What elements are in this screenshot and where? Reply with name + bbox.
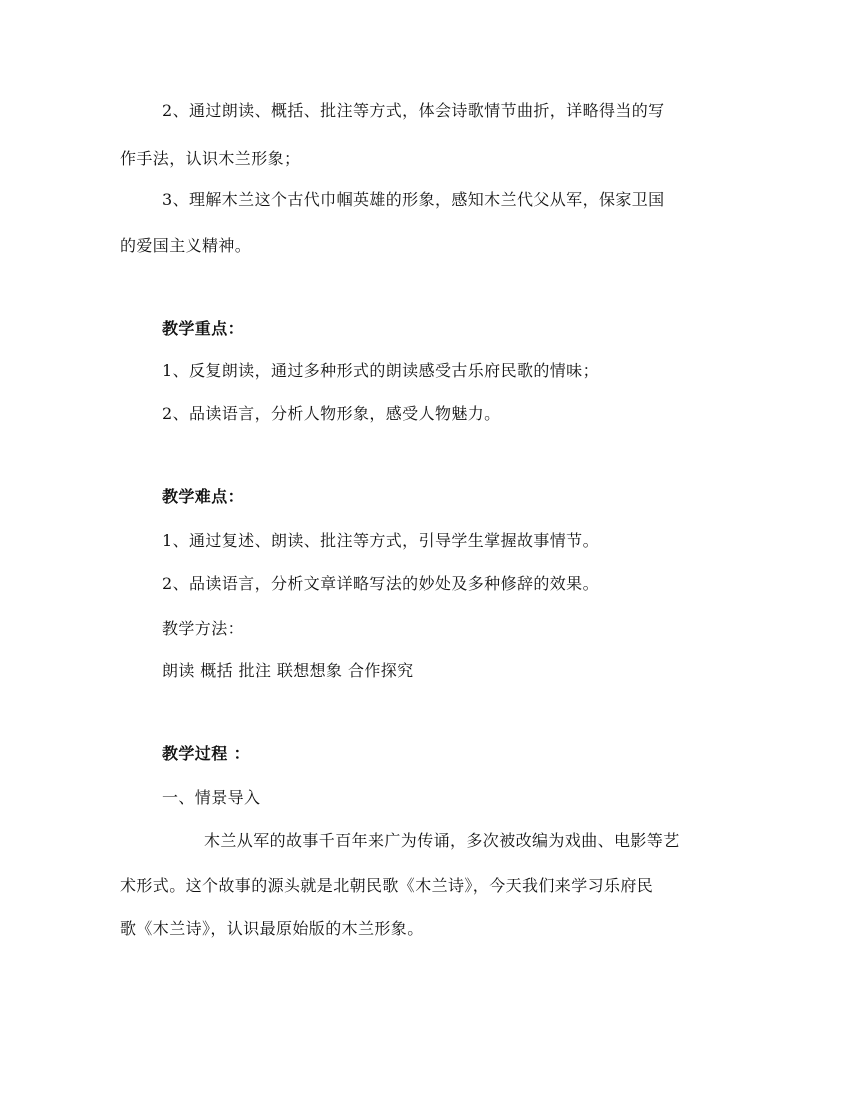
key-point-item-2: 2、品读语言，分析人物形象，感受人物魅力。: [162, 404, 501, 423]
objective-item-2-line-1: 2、通过朗读、概括、批注等方式，体会诗歌情节曲折，详略得当的写: [162, 101, 665, 120]
difficulties-heading: 教学难点：: [162, 487, 245, 506]
intro-paragraph-line-3: 歌《木兰诗》，认识最原始版的木兰形象。: [120, 919, 424, 938]
key-points-heading: 教学重点：: [162, 319, 245, 338]
key-point-item-1: 1、反复朗读，通过多种形式的朗读感受古乐府民歌的情味；: [162, 361, 599, 380]
intro-paragraph-line-2: 术形式。这个故事的源头就是北朝民歌《木兰诗》，今天我们来学习乐府民: [120, 876, 654, 895]
methods-heading: 教学方法：: [162, 619, 245, 638]
objective-item-2-line-2: 作手法，认识木兰形象；: [120, 149, 301, 168]
difficulty-item-2: 2、品读语言，分析文章详略写法的妙处及多种修辞的效果。: [162, 574, 599, 593]
methods-list: 朗读 概括 批注 联想想象 合作探究: [162, 661, 414, 680]
objective-item-3-line-2: 的爱国主义精神。: [120, 236, 252, 255]
process-heading: 教学过程 ：: [162, 744, 250, 763]
objective-item-3-line-1: 3、理解木兰这个古代巾帼英雄的形象，感知木兰代父从军，保家卫国: [162, 190, 665, 209]
section-1-title: 一、情景导入: [162, 788, 261, 807]
difficulty-item-1: 1、通过复述、朗读、批注等方式，引导学生掌握故事情节。: [162, 531, 599, 550]
intro-paragraph-line-1: 木兰从军的故事千百年来广为传诵，多次被改编为戏曲、电影等艺: [204, 831, 680, 850]
